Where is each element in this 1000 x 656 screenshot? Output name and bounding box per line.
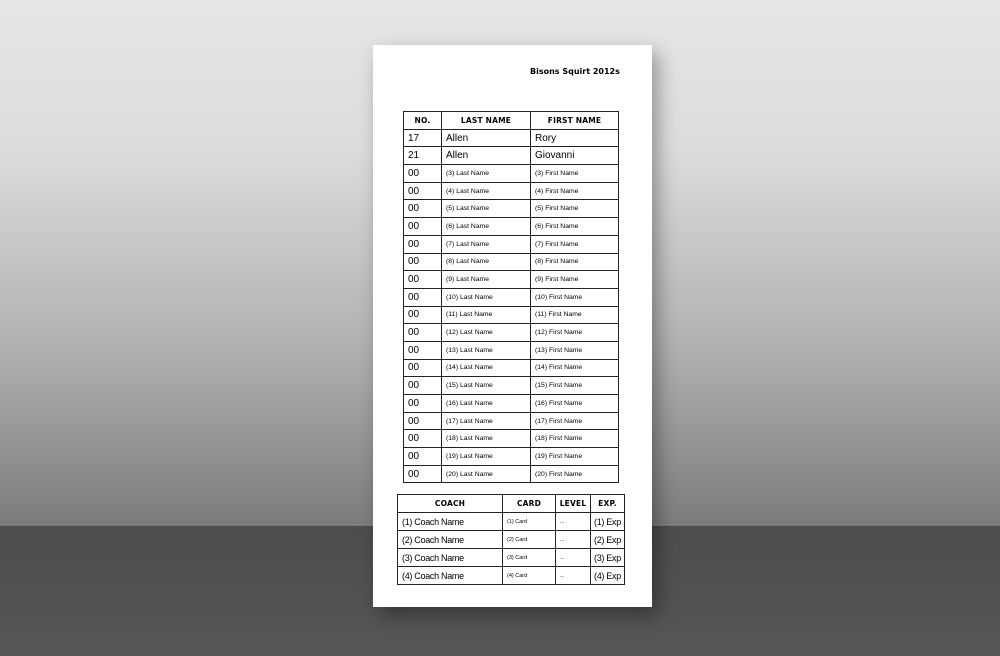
roster-row [404,377,619,395]
roster-row [404,165,619,183]
player-last-name: (7) Last Name [442,235,531,253]
coach-card: (3) Card [503,549,556,567]
player-first-name: (11) First Name [531,306,619,324]
coach-row [398,567,625,585]
player-first-name: (8) First Name [531,253,619,271]
player-number: 17 [404,129,442,147]
player-last-name: (12) Last Name [442,324,531,342]
header-no: NO. [404,112,442,130]
coach-level: ... [556,549,591,567]
player-number: 00 [404,359,442,377]
roster-row [404,430,619,448]
player-number: 00 [404,395,442,413]
roster-row [404,147,619,165]
roster-row [404,182,619,200]
player-number: 00 [404,430,442,448]
player-last-name: Allen [442,129,531,147]
header-coach: COACH [398,495,503,513]
player-number: 00 [404,448,442,466]
player-last-name: (20) Last Name [442,465,531,483]
player-number: 00 [404,465,442,483]
roster-row [404,235,619,253]
coach-row [398,531,625,549]
player-number: 00 [404,288,442,306]
coach-level: ... [556,567,591,585]
player-last-name: Allen [442,147,531,165]
player-last-name: (16) Last Name [442,395,531,413]
roster-row [404,306,619,324]
player-last-name: (9) Last Name [442,271,531,289]
player-last-name: (6) Last Name [442,218,531,236]
player-first-name: (4) First Name [531,182,619,200]
player-number: 00 [404,341,442,359]
coach-card: (1) Card [503,513,556,531]
coach-row [398,513,625,531]
coach-row [398,549,625,567]
roster-row [404,288,619,306]
roster-header-row [404,112,619,130]
header-first-name: FIRST NAME [531,112,619,130]
player-first-name: (5) First Name [531,200,619,218]
coach-exp: (3) Exp [591,549,625,567]
roster-table [403,111,619,483]
player-number: 00 [404,253,442,271]
roster-row [404,253,619,271]
coach-level: ... [556,531,591,549]
coach-level: ... [556,513,591,531]
player-first-name: (7) First Name [531,235,619,253]
roster-row [404,129,619,147]
player-number: 00 [404,165,442,183]
player-last-name: (13) Last Name [442,341,531,359]
coach-exp: (1) Exp [591,513,625,531]
coach-header-row [398,495,625,513]
player-last-name: (14) Last Name [442,359,531,377]
player-number: 00 [404,324,442,342]
player-last-name: (4) Last Name [442,182,531,200]
roster-row [404,341,619,359]
roster-row [404,359,619,377]
player-number: 00 [404,200,442,218]
player-last-name: (17) Last Name [442,412,531,430]
coach-name: (4) Coach Name [398,567,503,585]
player-number: 00 [404,412,442,430]
roster-row [404,395,619,413]
player-last-name: (19) Last Name [442,448,531,466]
header-exp: EXP. [591,495,625,513]
roster-row [404,324,619,342]
header-card: CARD [503,495,556,513]
roster-row [404,465,619,483]
coach-name: (2) Coach Name [398,531,503,549]
coach-name: (3) Coach Name [398,549,503,567]
player-first-name: (19) First Name [531,448,619,466]
coach-name: (1) Coach Name [398,513,503,531]
player-last-name: (11) Last Name [442,306,531,324]
player-number: 00 [404,218,442,236]
player-last-name: (15) Last Name [442,377,531,395]
player-first-name: (6) First Name [531,218,619,236]
player-first-name: (18) First Name [531,430,619,448]
roster-row [404,200,619,218]
coach-table [397,494,625,585]
player-last-name: (3) Last Name [442,165,531,183]
player-first-name: (20) First Name [531,465,619,483]
player-last-name: (8) Last Name [442,253,531,271]
player-number: 00 [404,182,442,200]
roster-row [404,412,619,430]
player-first-name: Giovanni [531,147,619,165]
player-first-name: Rory [531,129,619,147]
player-number: 21 [404,147,442,165]
player-number: 00 [404,271,442,289]
player-first-name: (10) First Name [531,288,619,306]
player-number: 00 [404,377,442,395]
coach-exp: (4) Exp [591,567,625,585]
player-last-name: (5) Last Name [442,200,531,218]
player-first-name: (14) First Name [531,359,619,377]
roster-row [404,218,619,236]
player-first-name: (3) First Name [531,165,619,183]
player-first-name: (16) First Name [531,395,619,413]
header-last-name: LAST NAME [442,112,531,130]
roster-row [404,271,619,289]
player-first-name: (12) First Name [531,324,619,342]
player-first-name: (17) First Name [531,412,619,430]
document-title: Bisons Squirt 2012s [530,67,620,76]
player-last-name: (18) Last Name [442,430,531,448]
player-number: 00 [404,306,442,324]
header-level: LEVEL [556,495,591,513]
player-first-name: (13) First Name [531,341,619,359]
coach-card: (4) Card [503,567,556,585]
player-first-name: (9) First Name [531,271,619,289]
player-first-name: (15) First Name [531,377,619,395]
player-number: 00 [404,235,442,253]
player-last-name: (10) Last Name [442,288,531,306]
roster-row [404,448,619,466]
coach-card: (2) Card [503,531,556,549]
coach-exp: (2) Exp [591,531,625,549]
